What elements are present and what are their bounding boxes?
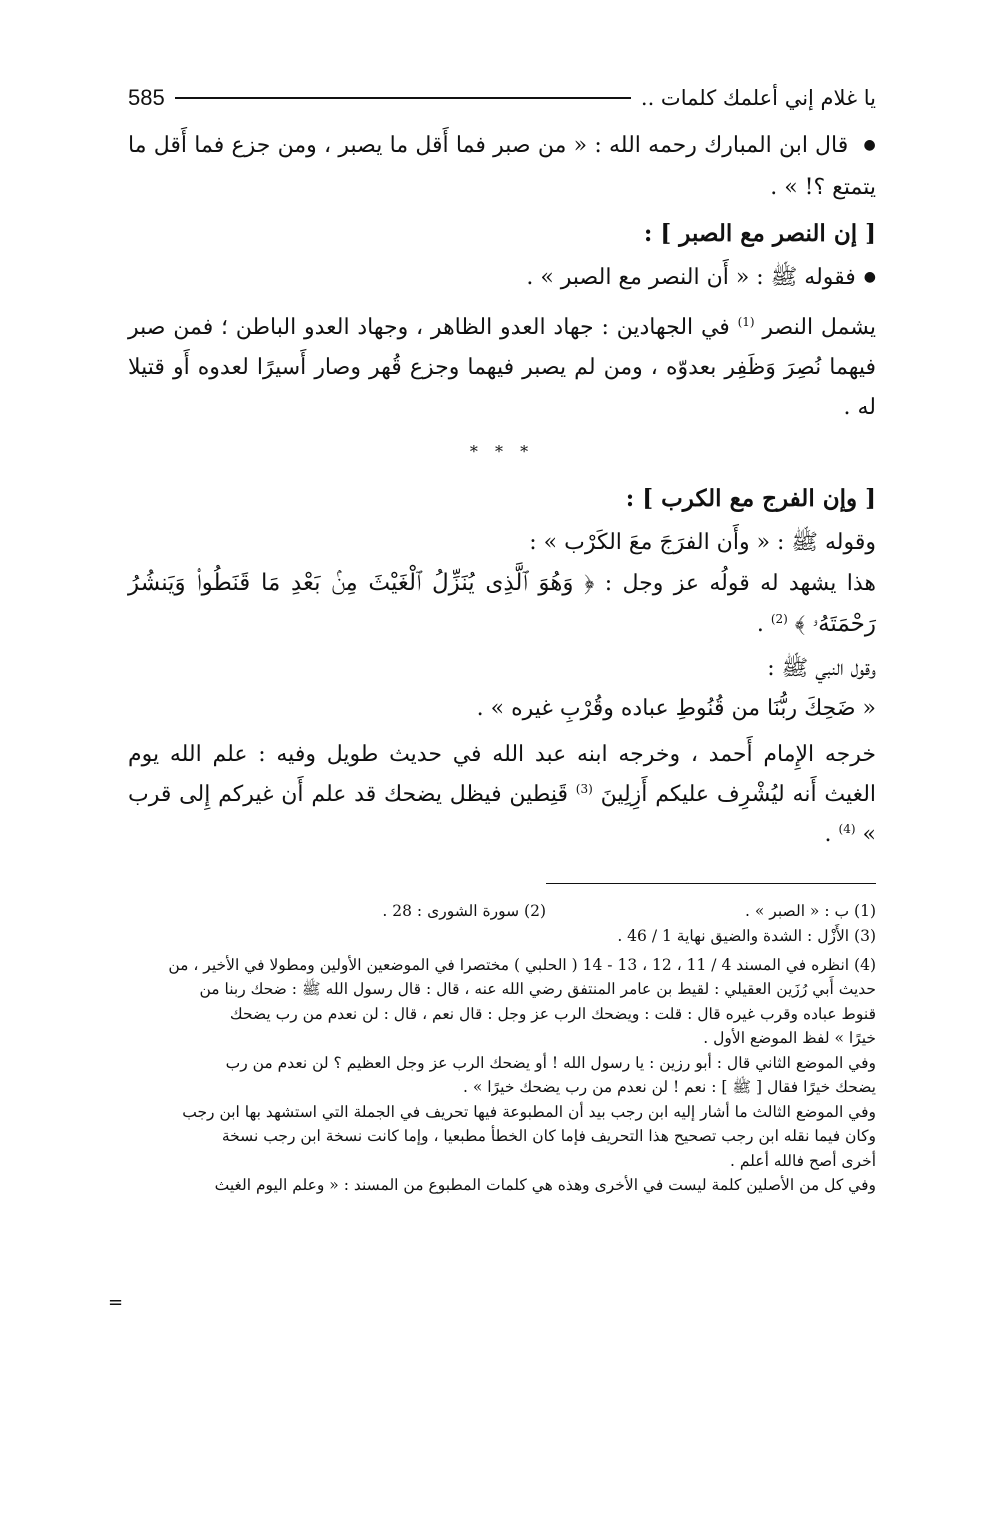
page-number: 585 [128,85,165,110]
section-separator: * * * [469,442,535,461]
paragraph-text: هذا يشهد له قولُه عز وجل : [604,571,876,596]
section-heading-victory: [ إن النصر مع الصبر ] : [643,220,876,247]
footnote-3: (3) الأَزْل : الشدة والضيق نهاية 1 / 46 . [617,927,876,945]
paragraph-hadith-laugh: « ضَحِكَ ربُّنَا من قُنُوطِ عباده وقُرْبِ غيره » . [476,696,876,721]
paragraph-text: . [756,612,764,637]
footnote-2: (2) سورة الشورى : 28 . [382,902,546,920]
paragraph-text: قال ابن المبارك رحمه الله : « من صبر فما أَقل ما يصبر ، ومن جزع فما أَقل ما [128,133,849,158]
paragraph-ibn-mubarak [128,126,876,208]
footnote-line: قنوط عباده وقرب غيره قال : قلت : ويضحك الرب عز وجل : قال نعم ، قال : لن نعدم من رب يضحك [229,1004,876,1023]
paragraph-text: قَنِطين فيظل يضحك قد علم أَن غيركم إِلى قرب » [128,782,876,847]
running-title: يا غلام إني أعلمك كلمات .. [640,86,876,110]
paragraph-quran-citation: هذا يشهد له قولُه عز وجل : ﴿ وَهُوَ ٱلَّذِى يُنَزِّلُ ٱلْغَيْثَ مِنۢ بَعْدِ مَا قَنَطُوا۟ وَيَنشُرُ رَحْمَتَهُۥ ﴾ (2) . [128,570,876,637]
footnote-1: (1) ب : « الصبر » . [745,902,876,920]
paragraph-takhrij: خرجه الإِمام أَحمد ، وخرجه ابنه عبد الله في حديث طويل وفيه : علم الله يوم الغيث أَنه ليُشْرِف عليكم أَزِلِينَ (3) قَنِطين فيظل يضحك قد علم أَن غيركم إِلى قرب » (4) . [128,742,877,847]
paragraph-hadith-relief: وقوله ﷺ : « وأَن الفرَجَ معَ الكَرْب » : [529,530,876,555]
continuation-mark: = [108,1292,124,1313]
footnote-line: (4) انظره في المسند 4 / 11 ، 12 ، 13 - 14 ( الحلبي ) مختصرا في الموضعين الأولين ومطولا في الأخير ، من [168,955,876,974]
paragraph-text: يتمتع ؟! » . [770,175,876,200]
header-rule [175,97,631,99]
footnote-line: أخرى أصح فالله أعلم . [730,1151,876,1170]
paragraph-text: يشمل النصر [762,315,876,340]
paragraph-text: خرجه الإِمام أَحمد ، وخرجه ابنه عبد الله في حديث طويل وفيه : علم الله يوم الغيث أَنه ليُشْرِف عليكم أَزِلِينَ [128,742,877,807]
paragraph-prophet-saying: وقول النبي ﷺ : [767,656,876,681]
page [128,78,876,1198]
footnote-line: يضحك خيرًا فقال [ ﷺ ] : نعم ! لن نعدم من رب يضحك خيرًا » . [463,1078,876,1096]
paragraph-text: في الجهادين : جهاد العدو الظاهر ، وجهاد العدو الباطن ؛ فمن صبر فيهما نُصِرَ وَظَفِر بعدوّه ، ومن لم يصبر فيهما وجزع قُهر وصار أَسيرًا لعدوه أَو قتيلا له . [128,315,876,420]
footnote-line: وفي الموضع الثاني قال : أبو رزين : يا رسول الله ! أو يضحك الرب عز وجل العظيم ؟ لن نعدم من رب [225,1053,876,1072]
paragraph-hadith-victory: ● فقوله ﷺ : « أَن النصر مع الصبر » . [128,258,876,300]
paragraph-victory-explanation: يشمل النصر (1) في الجهادين : جهاد العدو الظاهر ، وجهاد العدو الباطن ؛ فمن صبر فيهما نُصِرَ وَظَفِر بعدوّه ، ومن لم يصبر فيهما وجزع قُهر وصار أَسيرًا لعدوه أَو قتيلا له . [128,314,876,420]
quran-verse: ﴿ وَهُوَ ٱلَّذِى يُنَزِّلُ ٱلْغَيْثَ مِنۢ بَعْدِ مَا قَنَطُوا۟ وَيَنشُرُ رَحْمَتَهُۥ ﴾ [128,570,876,637]
footnote-line: حديث أَبي رُزَين العقيلي : لقيط بن عامر المنتفق رضي الله عنه ، قال : قال رسول الله ﷺ : ضحك ربنا من [199,980,876,998]
footnote-line: وفي كل من الأصلين كلمة ليست في الأخرى وهذه هي كلمات المطبوع من المسند : « وعلم اليوم الغيث [214,1176,876,1194]
footnote-line: وفي الموضع الثالث ما أشار إليه ابن رجب بيد أن المطبوعة فيها تحريف في الجملة التي استشهد بها ابن رجب [182,1102,876,1121]
footnote-4 [128,953,876,1198]
footnotes-row-1 [128,898,876,924]
section-heading-relief: [ وإن الفرج مع الكرب ] : [625,485,876,512]
footnote-line: خيرًا » لفظ الموضع الأول . [703,1029,876,1047]
running-header [128,78,876,118]
footnote-line: وكان فيما نقله ابن رجب تصحيح هذا التحريف فإما كان الخطأ مطبعيا ، وإما كانت نسخة ابن رجب نسخة [221,1127,876,1145]
paragraph-text: . [824,822,832,847]
footnote-separator [546,883,876,884]
